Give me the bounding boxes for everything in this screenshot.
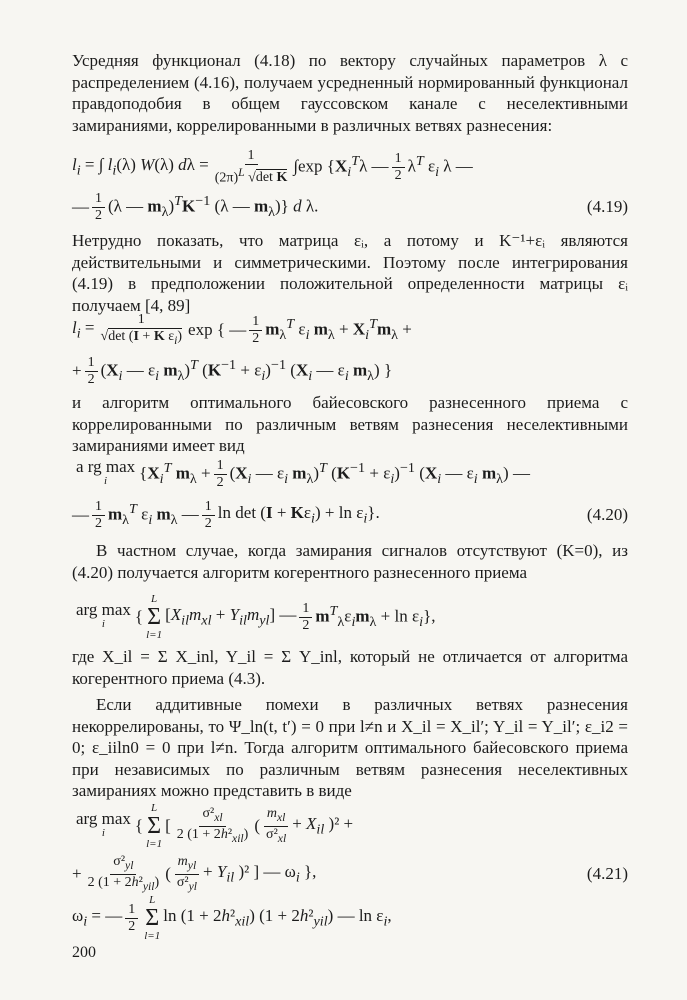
equation-unnumbered-line-2: + $\frac{1}{2}$ ($X_i$ — $\varepsilon_i$ $m_\lambda)^T$ $(K^{-1} + \varepsilon_i)^{-1}$ ($X_i$ — $\varepsilon_i$ $m_\lambda$) } <box>72 354 393 387</box>
paragraph-3: и алгоритм оптимального байесовского разнесенного приема с коррелированными по различным ветвям разнесения неселективными замираниями имеет вид <box>72 393 628 455</box>
equation-4-19-line-1: $l_i$ = ∫ $l_i(\lambda)$ W(λ) dλ = $\frac{1}{(2\pi)^L √\det K}$ ∫exp {$X_i^T\lambda$ — $\frac{1}{2}$ $\lambda^T$ $\varepsilon_i$ λ — <box>72 147 473 186</box>
equation-coherent: arg max i { L Σ l=1 $[X_{il}m_{xl} + Y_{il}m_{yl}]$ — $\frac{1}{2}$ $m^T_\lambda\varepsilon_im_\lambda + \ln \varepsilon_i$}, <box>76 593 436 641</box>
equation-number-4-20: (4.20) <box>586 505 628 524</box>
paragraph-6: Если аддитивные помехи в различных ветвях разнесения некоррелированы, то Ψ_ln(t, t′) = 0 при l≠n и X_il = X_il′; Y_il = Y_il′; ε_i2 = 0; ε_iiln0 = 0 при l≠n. Тогда алгоритм оптимального байесовского приема при независимых по различным ветвям разнесения неселективных замираниях можно представить в виде <box>72 695 628 800</box>
page-number: 200 <box>72 944 96 961</box>
paragraph-2: Нетрудно показать, что матрица εᵢ, а потому и K⁻¹+εᵢ являются действительными и симметрическими. Поэтому после интегрирования (4.19) в предположении положительной определенности матрицы εᵢ получаем [4, 89] <box>72 231 628 315</box>
paragraph-5: где X_il = Σ X_inl, Y_il = Σ Y_inl, который не отличается от алгоритма когерентного приема (4.3). <box>72 647 628 688</box>
equation-number-4-21: (4.21) <box>586 864 628 883</box>
equation-number-4-19: (4.19) <box>586 197 628 216</box>
equation-4-21-line-2: + $\frac{\sigma^2_{yl}}{2 (1 + 2h^2_{yil})}$ ( $\frac{m_{yl}}{\sigma^2_{yl}}$ + $Y_{il}$ )² ] — $\omega_i$ }, (4.21) <box>72 853 628 893</box>
equation-4-21-line-1: arg max i { L Σ l=1 [ $\frac{\sigma^2_{xl}}{2 (1 + 2h^2_{xil})}$ ( $\frac{m_{xl}}{\sigma^2_{xl}}$ + $X_{il}$ )² + <box>76 802 354 850</box>
equation-4-21-line-3: $\omega_i$ = — $\frac{1}{2}$ L Σ l=1 $\ln (1 + 2h^2_{xil})$ $(1 + 2h^2_{yil})$ — $\ln \varepsilon_i$, <box>72 894 392 942</box>
equation-4-19-line-2: — $\frac{1}{2}$ (λ — $m_\lambda)^TK^{-1}$ (λ — $m_\lambda$)} d λ. (4.19) <box>72 190 628 223</box>
equation-4-20-line-1: a rg max i {$X_i^T$ $m_\lambda$ + $\frac{1}{2}$ ($X_i$ — $\varepsilon_i$ $m_\lambda)^T$ $(K^{-1} + \varepsilon_i)^{-1}$ ($X_i$ — $\varepsilon_i$ $m_\lambda$) — <box>76 457 530 490</box>
equation-4-20-line-2: — $\frac{1}{2}$ $m_\lambda^T$ $\varepsilon_i$ $m_\lambda$ — $\frac{1}{2}$ $\ln \det (I + K\varepsilon_i) + \ln \varepsilon_i$}. (4.20) <box>72 498 628 531</box>
paragraph-1: Усредняя функционал (4.18) по вектору случайных параметров λ с распределением (4.16), получаем усредненный нормированный функционал правдоподобия в общем гауссовском канале с неселективными замираниями, коррелированными в различных ветвях разнесения: <box>72 51 628 135</box>
paragraph-4: В частном случае, когда замирания сигналов отсутствуют (K=0), из (4.20) получается алгоритм когерентного разнесенного приема <box>72 541 628 582</box>
equation-unnumbered-line-1: $l_i$ = $\frac{1}{√\det (I + K \varepsilon_i)}$ exp { — $\frac{1}{2}$ $m_\lambda^T$ $\varepsilon_i$ $m_\lambda + X_i^Tm_\lambda$ + <box>72 311 412 347</box>
